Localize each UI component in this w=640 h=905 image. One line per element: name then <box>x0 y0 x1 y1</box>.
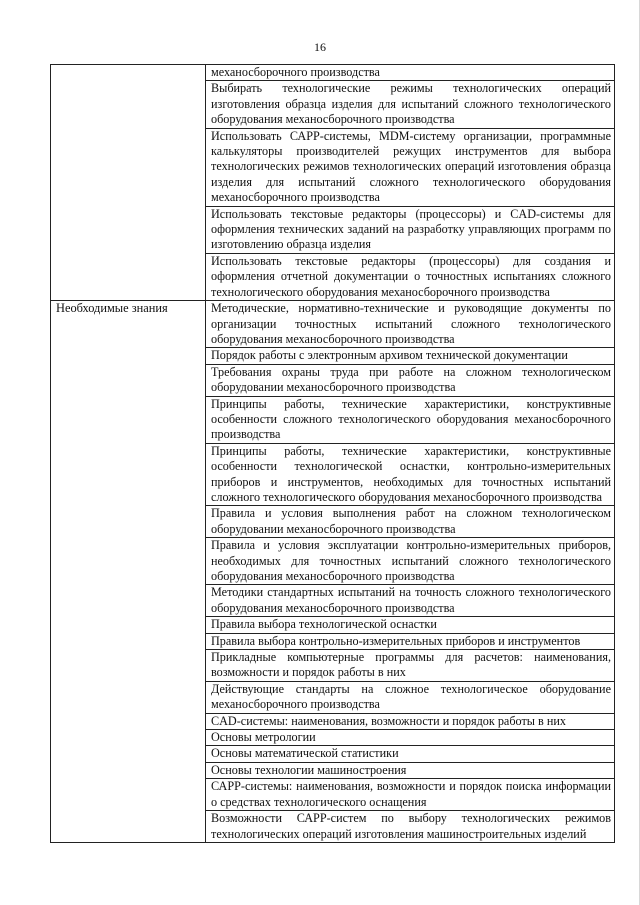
skill-item: Использовать текстовые редакторы (процессоры) и CAD-системы для оформления технических заданий на разработку управляющих программ по изготовлению образца изделия <box>206 206 615 253</box>
skill-item: Выбирать технологические режимы технологических операций изготовления образца изделия для испытаний сложного технологического оборудования механосборочного производства <box>206 81 615 128</box>
knowledge-item: Основы математической статистики <box>206 746 615 762</box>
empty-label-cell <box>51 65 206 301</box>
knowledge-item: CAD-системы: наименования, возможности и порядок работы в них <box>206 713 615 729</box>
knowledge-item: Требования охраны труда при работе на сложном технологическом оборудовании механосборочного производства <box>206 364 615 396</box>
skill-item: механосборочного производства <box>206 65 615 81</box>
knowledge-item: Основы технологии машиностроения <box>206 762 615 778</box>
knowledge-item: Правила выбора контрольно-измерительных приборов и инструментов <box>206 633 615 649</box>
table-row <box>51 301 615 348</box>
knowledge-item: Правила и условия выполнения работ на сложном технологическом оборудовании механосборочного производства <box>206 506 615 538</box>
skill-item: Использовать текстовые редакторы (процессоры) для создания и оформления отчетной документации о точностных испытаниях сложного технологического оборудования механосборочного производства <box>206 253 615 300</box>
knowledge-label-cell <box>51 301 206 843</box>
table-row <box>51 65 615 81</box>
competency-table <box>50 64 615 843</box>
knowledge-item: САРР-системы: наименования, возможности и порядок поиска информации о средствах технологического оснащения <box>206 779 615 811</box>
knowledge-item: Принципы работы, технические характеристики, конструктивные особенности сложного технологического оборудования механосборочного производства <box>206 396 615 443</box>
skill-item: Использовать САРР-системы, MDM-систему организации, программные калькуляторы производителей режущих инструментов для выбора технологических режимов технологических операций изготовления образца изделия для испытаний сложного технологического оборудования механосборочного производства <box>206 128 615 206</box>
knowledge-item: Действующие стандарты на сложное технологическое оборудование механосборочного производства <box>206 681 615 713</box>
knowledge-item: Методики стандартных испытаний на точность сложного технологического оборудования механосборочного производства <box>206 585 615 617</box>
knowledge-item: Правила и условия эксплуатации контрольно-измерительных приборов, необходимых для точностных испытаний сложного технологического оборудования механосборочного производства <box>206 538 615 585</box>
knowledge-item: Прикладные компьютерные программы для расчетов: наименования, возможности и порядок работы в них <box>206 650 615 682</box>
knowledge-item: Основы метрологии <box>206 730 615 746</box>
knowledge-item: Порядок работы с электронным архивом технической документации <box>206 348 615 364</box>
knowledge-item: Методические, нормативно-технические и руководящие документы по организации точностных испытаний сложного технологического оборудования механосборочного производства <box>206 301 615 348</box>
page-number: 16 <box>314 40 326 54</box>
knowledge-item: Принципы работы, технические характеристики, конструктивные особенности технологической оснастки, контрольно-измерительных приборов и инструментов, необходимых для точностных испытаний сложного технологического оборудования механосборочного производства <box>206 443 615 506</box>
knowledge-item: Возможности САРР-систем по выбору технологических режимов технологических операций изготовления машиностроительных изделий <box>206 811 615 843</box>
knowledge-item: Правила выбора технологической оснастки <box>206 617 615 633</box>
knowledge-label: Необходимые знания <box>56 301 168 316</box>
